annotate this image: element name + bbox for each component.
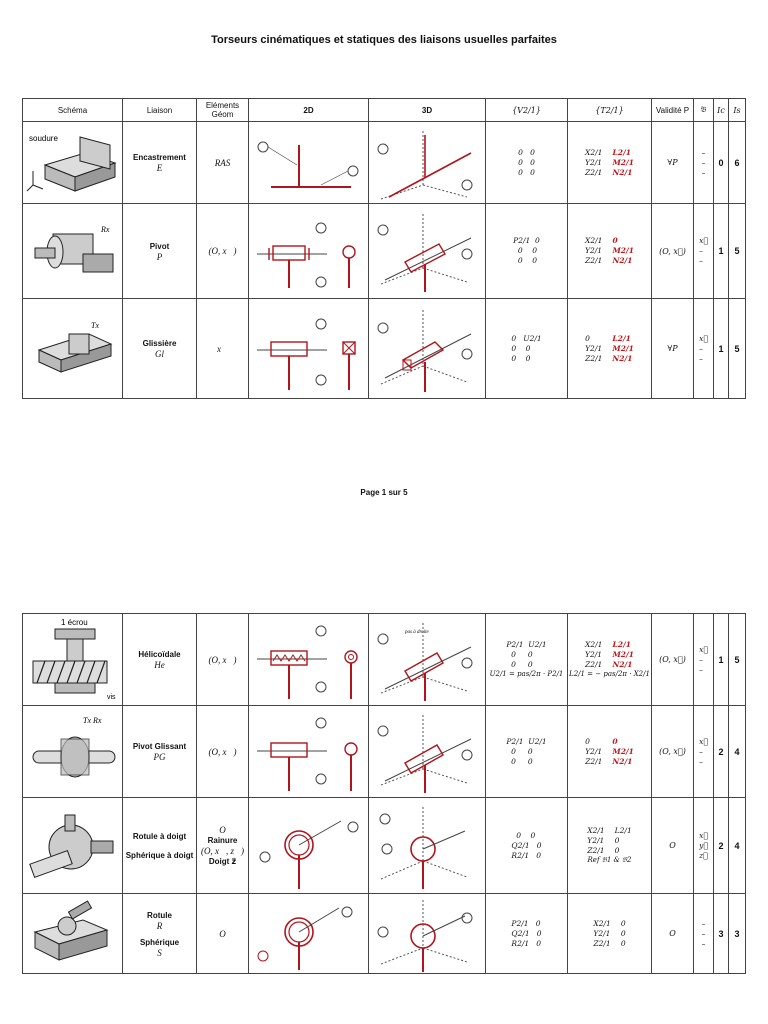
table-row [23, 798, 746, 894]
torseur-t-relation: L2/1 = − pas/2π · X2/1 [569, 670, 650, 678]
torseur-t-right: L2/1 0 0 [614, 826, 632, 855]
ic: 1 [714, 614, 729, 706]
torseur-v: P2/1 U2/1 0 0 0 0 [506, 736, 547, 766]
validite: (O, x⃗) [652, 614, 694, 706]
header-2d: 2D [249, 99, 369, 122]
schema-photo [23, 122, 123, 204]
photo-label: Rx [100, 225, 109, 234]
torseur-v: 0 U2/1 0 0 0 0 [511, 333, 542, 363]
torseur-v: P2/1 0 Q2/1 0 R2/1 0 [511, 918, 542, 948]
elements-geom: (O, x⃗) [197, 614, 249, 706]
schema-3d-icon [371, 617, 484, 703]
torseur-t-right: 0 M2/1 N2/1 [612, 736, 634, 766]
header-ic: Ic [714, 99, 729, 122]
torseur-t-right: L2/1 M2/1 N2/1 [612, 640, 634, 669]
header-base: 𝔅 [694, 99, 714, 122]
base: x⃗ y⃗ z⃗ [699, 830, 708, 860]
table-header-row [23, 99, 746, 122]
ic: 2 [714, 706, 729, 798]
schema-3d-icon [371, 208, 484, 294]
liaison-symbol: He [154, 660, 165, 670]
elements-geom: (O, x⃗) [197, 706, 249, 798]
schema-2d-icon [251, 896, 367, 972]
base: x⃗ – – [699, 644, 708, 674]
page-title: Torseurs cinématiques et statiques des liaisons usuelles parfaites [211, 34, 557, 46]
torseur-t-left: X2/1 Y2/1 Z2/1 [585, 236, 603, 265]
is: 6 [729, 122, 746, 204]
elements-geom: (O, x⃗) [197, 204, 249, 299]
base: x⃗ – – [699, 333, 708, 363]
liaison-symbol: R [156, 920, 163, 931]
torseur-v-relation: U2/1 = pas/2π · P2/1 [489, 670, 564, 678]
base: x⃗ – – [699, 736, 708, 766]
is: 4 [729, 706, 746, 798]
helicoidale-drawing-icon [25, 617, 121, 703]
photo-label-2: vis [106, 693, 116, 701]
validite: ∀P [652, 122, 694, 204]
ic: 0 [714, 122, 729, 204]
table-row [23, 122, 746, 204]
liaison-symbol: PG [153, 752, 166, 762]
schema-2d-icon [251, 208, 367, 294]
table-row [23, 614, 746, 706]
photo-label: Tx Rx [82, 715, 101, 725]
rotule-drawing-icon [25, 896, 121, 972]
page-footer: Page 1 sur 5 [360, 488, 408, 497]
table-row [23, 204, 746, 299]
liaison-symbol: Gl [155, 349, 164, 359]
ic: 1 [714, 204, 729, 299]
liaison-name: Rotule [147, 910, 172, 920]
liaisons-table-2 [22, 613, 746, 974]
torseur-v: P2/1 U2/1 0 0 0 0 [506, 640, 547, 669]
torseur-v: 0 0 Q2/1 0 R2/1 0 [511, 830, 542, 860]
header-schema: Schéma [23, 99, 123, 122]
header-3d: 3D [369, 99, 486, 122]
torseur-t-left: X2/1 Y2/1 Z2/1 [585, 147, 603, 177]
schema-2d-icon [251, 617, 367, 703]
elements-geom-4: Doigt z⃗ [208, 856, 237, 866]
torseur-v: P2/1 0 0 0 0 0 [513, 236, 540, 265]
pivot-glissant-drawing-icon [25, 709, 121, 795]
glissiere-drawing-icon [25, 304, 121, 394]
is: 5 [729, 299, 746, 399]
liaison-name: Glissière [142, 339, 177, 348]
liaison-name-2: Sphérique à doigt [125, 850, 194, 860]
base: – – – [701, 147, 706, 177]
ic: 2 [714, 798, 729, 894]
elements-geom: x⃗ [197, 299, 249, 399]
torseur-t-left: X2/1 Y2/1 Z2/1 [593, 918, 611, 948]
torseur-t-right: 0 M2/1 N2/1 [612, 236, 634, 265]
table-row [23, 299, 746, 399]
torseur-t-right: 0 0 0 [620, 918, 626, 948]
ic: 3 [714, 894, 729, 974]
torseur-v: 0 0 0 0 0 0 [518, 147, 535, 177]
schema-3d-icon [371, 304, 484, 394]
torseur-t-right: L2/1 M2/1 N2/1 [612, 333, 634, 363]
base: x⃗ – – [699, 236, 708, 265]
elements-geom-2: Rainure [207, 835, 238, 845]
schema-2d-icon [251, 801, 367, 891]
validite: (O, x⃗) [652, 706, 694, 798]
liaison-name-2: Sphérique [139, 937, 180, 947]
is: 5 [729, 204, 746, 299]
schema-2d-icon [251, 125, 367, 201]
elements-geom: O [197, 894, 249, 974]
schema-3d-icon [371, 709, 484, 795]
base: – – – [701, 918, 706, 948]
ic: 1 [714, 299, 729, 399]
is: 4 [729, 798, 746, 894]
liaison-name: Pivot Glissant [132, 742, 187, 751]
table-row [23, 706, 746, 798]
liaison-name: Rotule à doigt [132, 831, 187, 841]
liaison-symbol-2: S [157, 947, 162, 958]
header-elements: Eléments Géom [197, 99, 249, 122]
torseur-t-right: L2/1 M2/1 N2/1 [612, 147, 634, 177]
encastrement-drawing-icon [25, 125, 121, 201]
header-is: Is [729, 99, 746, 122]
schema-3d-icon [371, 896, 484, 972]
liaison-name: Hélicoïdale [138, 650, 181, 659]
liaison-name: Pivot [149, 241, 170, 251]
header-t: {T2/1} [568, 99, 652, 122]
validite: ∀P [652, 299, 694, 399]
torseur-t-ref: Ref 𝔅1 & 𝔅2 [587, 856, 632, 864]
photo-label: soudure [28, 133, 58, 143]
elements-geom-3: (O, x⃗, z⃗) [201, 845, 244, 856]
liaison-symbol: E [156, 163, 163, 173]
rotule-doigt-drawing-icon [25, 801, 121, 891]
schema-2d-icon [251, 709, 367, 795]
torseur-t-left: 0 Y2/1 Z2/1 [585, 333, 603, 363]
table-row [23, 894, 746, 974]
is: 5 [729, 614, 746, 706]
liaisons-table-1 [22, 98, 746, 399]
header-v: {V2/1} [486, 99, 568, 122]
header-validite: Validité P [652, 99, 694, 122]
schema-2d-icon [251, 304, 367, 394]
is: 3 [729, 894, 746, 974]
elements-geom: O [219, 824, 226, 835]
elements-geom: RAS [197, 122, 249, 204]
liaison-symbol: P [156, 251, 163, 262]
liaison-name: Encastrement [133, 153, 186, 162]
photo-label: Tx [90, 320, 99, 330]
pivot-drawing-icon [25, 208, 121, 294]
note-3d: pas à droite [404, 629, 429, 635]
validite: O [652, 798, 694, 894]
validite: O [652, 894, 694, 974]
validite: (O, x⃗) [652, 204, 694, 299]
torseur-t-left: X2/1 Y2/1 Z2/1 [585, 640, 603, 669]
schema-3d-icon [371, 125, 484, 201]
torseur-t-left: X2/1 Y2/1 Z2/1 [587, 826, 605, 855]
photo-label: 1 écrou [60, 617, 88, 627]
torseur-t-left: 0 Y2/1 Z2/1 [585, 736, 603, 766]
schema-3d-icon [371, 801, 484, 891]
header-liaison: Liaison [123, 99, 197, 122]
